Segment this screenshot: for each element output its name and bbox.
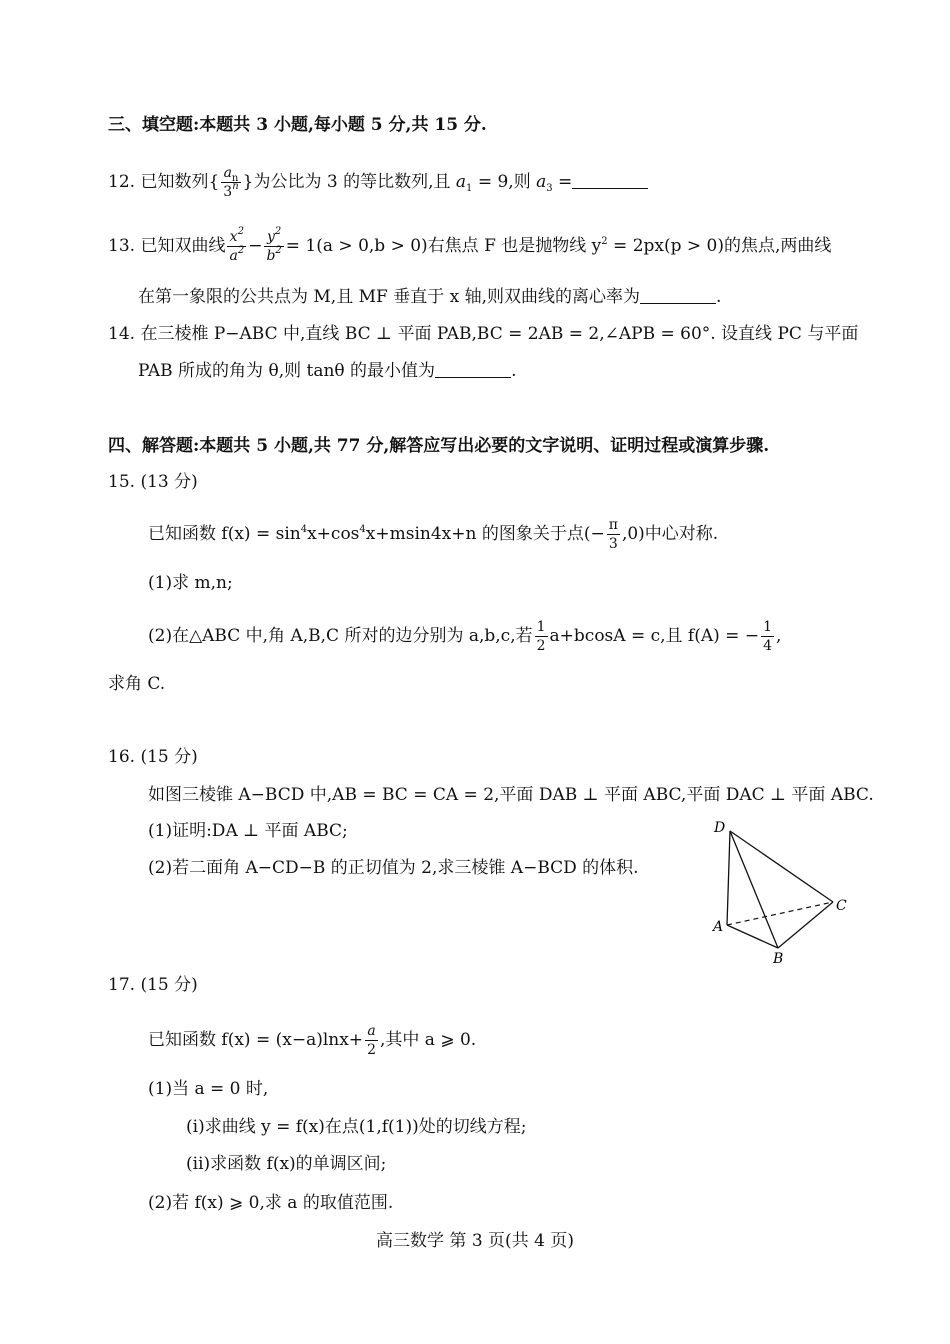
label-D: D	[714, 820, 726, 836]
question-15-part-2: (2)在△ABC 中,角 A,B,C 所对的边分别为 a,b,c,若 $\frac{1}{2}$ a+bcosA = c,且 f(A) = − $\frac{1}{4}$ ,	[148, 619, 782, 654]
question-15-part-1: (1)求 m,n;	[148, 573, 233, 593]
question-13-line-2: 在第一象限的公共点为 M,且 MF 垂直于 x 轴,则双曲线的离心率为 .	[138, 287, 722, 307]
q15-quarter-fraction: $\frac{1}{4}$	[763, 619, 772, 654]
q13-answer-blank	[640, 287, 716, 304]
question-17-part-1: (1)当 a = 0 时,	[148, 1079, 269, 1099]
q13-fraction-x: $\frac{x^2}{a^2}$	[229, 226, 245, 264]
q15-pi-fraction: $\frac{\pi}{3}$	[608, 517, 618, 552]
label-C: C	[836, 898, 847, 914]
question-15-header: 15. (13 分)	[108, 472, 198, 492]
section-4-heading: 四、解答题:本题共 5 小题,共 77 分,解答应写出必要的文字说明、证明过程或演算步骤.	[108, 436, 770, 456]
question-13-line-1: 13. 已知双曲线 $\frac{x^2}{a^2}$ − $\frac{y^2}{b^2}$ = 1(a > 0,b > 0)右焦点 F 也是抛物线 $y^2 = 2px(p > 0)$的焦点,两曲线	[108, 226, 832, 264]
tetrahedron-figure	[705, 815, 855, 970]
question-12: 12. 已知数列{ $\frac{a_n}{3^n}$ }为公比为 3 的等比数列,且 $a_1 = 9$,则 $a_3$ =	[108, 166, 648, 199]
question-17-part-1-ii: (ⅱ)求函数 f(x)的单调区间;	[186, 1154, 387, 1174]
question-17-part-2: (2)若 f(x) ⩾ 0,求 a 的取值范围.	[148, 1193, 394, 1213]
question-17-stem: 已知函数 f(x) = (x−a)lnx+ $\frac{a}{2}$ ,其中 a ⩾ 0.	[148, 1023, 477, 1058]
edge-DC	[730, 831, 833, 902]
edge-DB	[730, 831, 778, 948]
question-14-line-1: 14. 在三棱椎 P−ABC 中,直线 BC ⊥ 平面 PAB,BC = 2AB = 2,∠APB = 60°. 设直线 PC 与平面	[108, 324, 859, 344]
question-16-part-2: (2)若二面角 A−CD−B 的正切值为 2,求三棱锥 A−BCD 的体积.	[148, 858, 639, 878]
q13-fraction-y: $\frac{y^2}{b^2}$	[266, 226, 282, 264]
q12-fraction: $\frac{a_n}{3^n}$	[223, 165, 239, 200]
q17-a-half-fraction: $\frac{a}{2}$	[367, 1023, 376, 1058]
label-B: B	[773, 951, 784, 967]
question-15-part-2-cont: 求角 C.	[108, 674, 166, 694]
edge-BC	[778, 902, 833, 948]
q14-answer-blank	[435, 361, 511, 378]
q13-number: 13.	[108, 236, 136, 256]
q12-answer-blank	[572, 172, 648, 189]
section-3-heading: 三、填空题:本题共 3 小题,每小题 5 分,共 15 分.	[108, 115, 487, 135]
question-16-stem: 如图三棱锥 A−BCD 中,AB = BC = CA = 2,平面 DAB ⊥ 平面 ABC,平面 DAC ⊥ 平面 ABC.	[148, 785, 874, 805]
edge-DA	[727, 831, 730, 925]
question-17-part-1-i: (ⅰ)求曲线 y = f(x)在点(1,f(1))处的切线方程;	[186, 1117, 527, 1137]
question-16-part-1: (1)证明:DA ⊥ 平面 ABC;	[148, 821, 348, 841]
page-footer: 高三数学 第 3 页(共 4 页)	[376, 1231, 574, 1251]
q15-half-fraction: $\frac{1}{2}$	[536, 619, 546, 654]
q12-number: 12.	[108, 172, 136, 192]
question-15-stem: 已知函数 $f(x) = \sin^4x+\cos^4x+msin4x+n$ 的图象关于点(− $\frac{\pi}{3}$ ,0)中心对称.	[148, 517, 719, 552]
edge-AC-hidden	[727, 902, 833, 925]
question-14-line-2: PAB 所成的角为 θ,则 tanθ 的最小值为 .	[138, 361, 517, 381]
question-17-header: 17. (15 分)	[108, 975, 198, 995]
label-A: A	[713, 919, 724, 935]
question-16-header: 16. (15 分)	[108, 747, 198, 767]
